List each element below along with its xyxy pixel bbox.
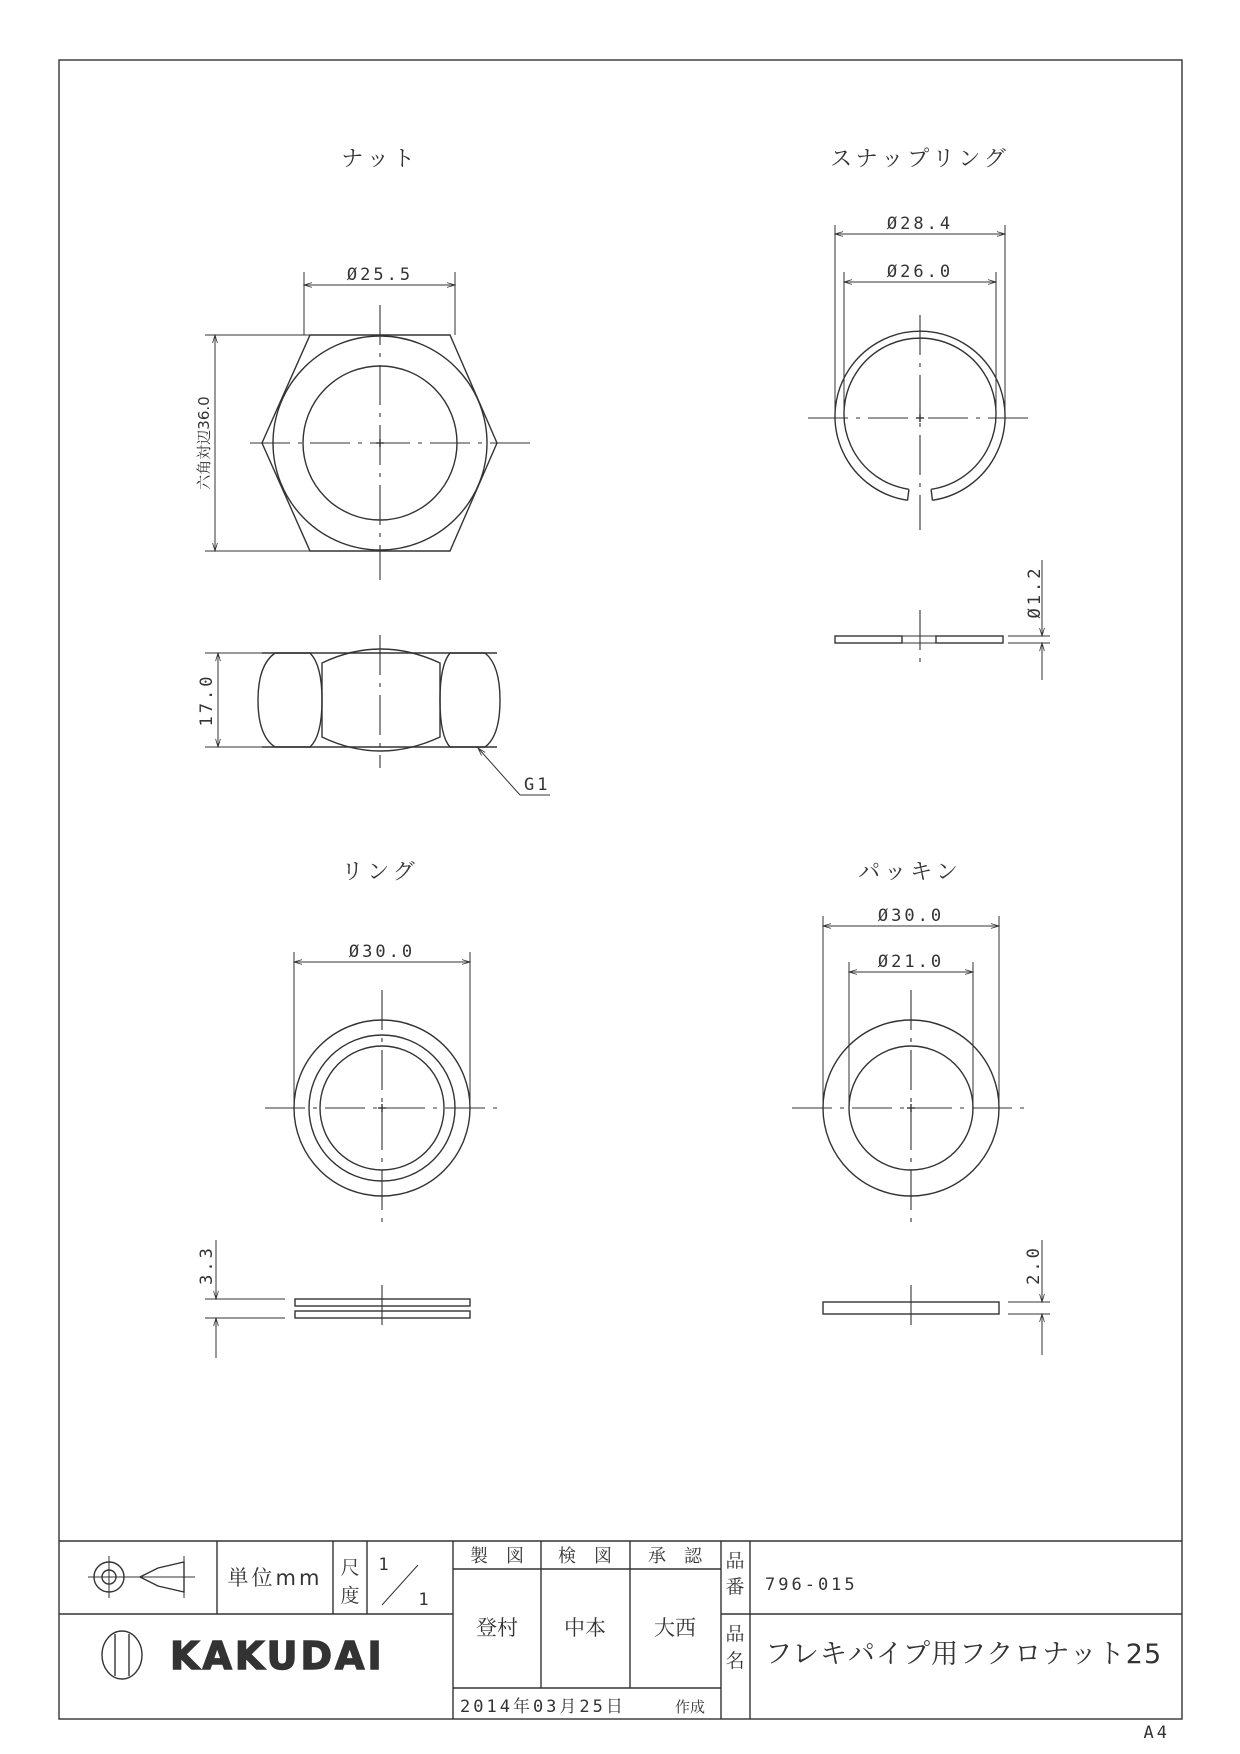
ring-side-view [197, 1240, 470, 1358]
sheet-border [59, 60, 1182, 1719]
part-number: 796-015 [765, 1575, 858, 1595]
checked-by-name: 中本 [564, 1616, 606, 1640]
ring-title: リング [341, 860, 419, 885]
part-name: フレキパイプ用フクロナット25 [765, 1639, 1163, 1670]
packing-thickness-label: 2.0 [1024, 1245, 1044, 1285]
nut-top-view [195, 147, 530, 580]
scale-numerator: 1 [378, 1555, 392, 1575]
packing-top-view [792, 860, 1028, 1228]
created-label: 作成 [674, 1698, 706, 1716]
snap-ring-top-view [808, 147, 1032, 530]
ring-dia-label: Ø30.0 [348, 942, 416, 962]
snap-ring-title: スナップリング [830, 147, 1010, 172]
snap-ring-side-view [835, 560, 1050, 680]
kakudai-logo [102, 1631, 385, 1679]
third-angle-projection-icon [88, 1556, 195, 1598]
nut-dia-label: Ø25.5 [346, 265, 414, 285]
approved-by-name: 大西 [654, 1616, 696, 1640]
nut-title: ナット [341, 147, 419, 172]
thread-label: G1 [524, 775, 551, 795]
scale-label-2: 度 [340, 1585, 360, 1607]
drawn-by-name: 登村 [476, 1616, 518, 1640]
snap-ring-inner-label: Ø26.0 [886, 262, 954, 282]
part-name-label-2: 名 [725, 1650, 745, 1672]
part-number-label-1: 品 [725, 1550, 745, 1572]
checked-by-label: 検 図 [558, 1546, 612, 1567]
snap-ring-side-right [936, 636, 1003, 643]
packing-outer-label: Ø30.0 [877, 906, 945, 926]
thread-leader [478, 748, 520, 795]
drawn-by-label: 製 図 [470, 1546, 524, 1567]
company-name: KAKUDAI [170, 1634, 385, 1678]
scale-denominator: 1 [418, 1590, 432, 1610]
packing-title: パッキン [858, 860, 962, 885]
nut-side-right-flat [440, 653, 500, 747]
ring-top-view [265, 860, 500, 1228]
drawing-date: 2014年03月25日 [460, 1697, 626, 1717]
part-number-label-2: 番 [725, 1576, 745, 1598]
snap-ring-outer-label: Ø28.4 [886, 214, 954, 234]
part-name-label-1: 品 [725, 1623, 745, 1645]
snap-ring-side-left [835, 636, 902, 643]
packing-side-view [823, 1240, 1050, 1355]
nut-side-left-flat [258, 653, 322, 747]
title-block [59, 1541, 1182, 1743]
sheet-size: A4 [1143, 1723, 1170, 1743]
ring-thickness-label: 3.3 [197, 1245, 217, 1285]
packing-inner-label: Ø21.0 [877, 952, 945, 972]
snap-ring-thickness-label: Ø1.2 [1025, 565, 1045, 619]
nut-height-label: 17.0 [197, 673, 217, 727]
nut-side-center-flat [322, 649, 440, 751]
nut-hex-label: 六角対辺36.0 [195, 396, 213, 490]
approved-by-label: 承 認 [648, 1546, 702, 1567]
unit-label: 単位mm [227, 1566, 323, 1590]
nut-side-view [197, 635, 550, 795]
scale-label-1: 尺 [340, 1557, 360, 1579]
